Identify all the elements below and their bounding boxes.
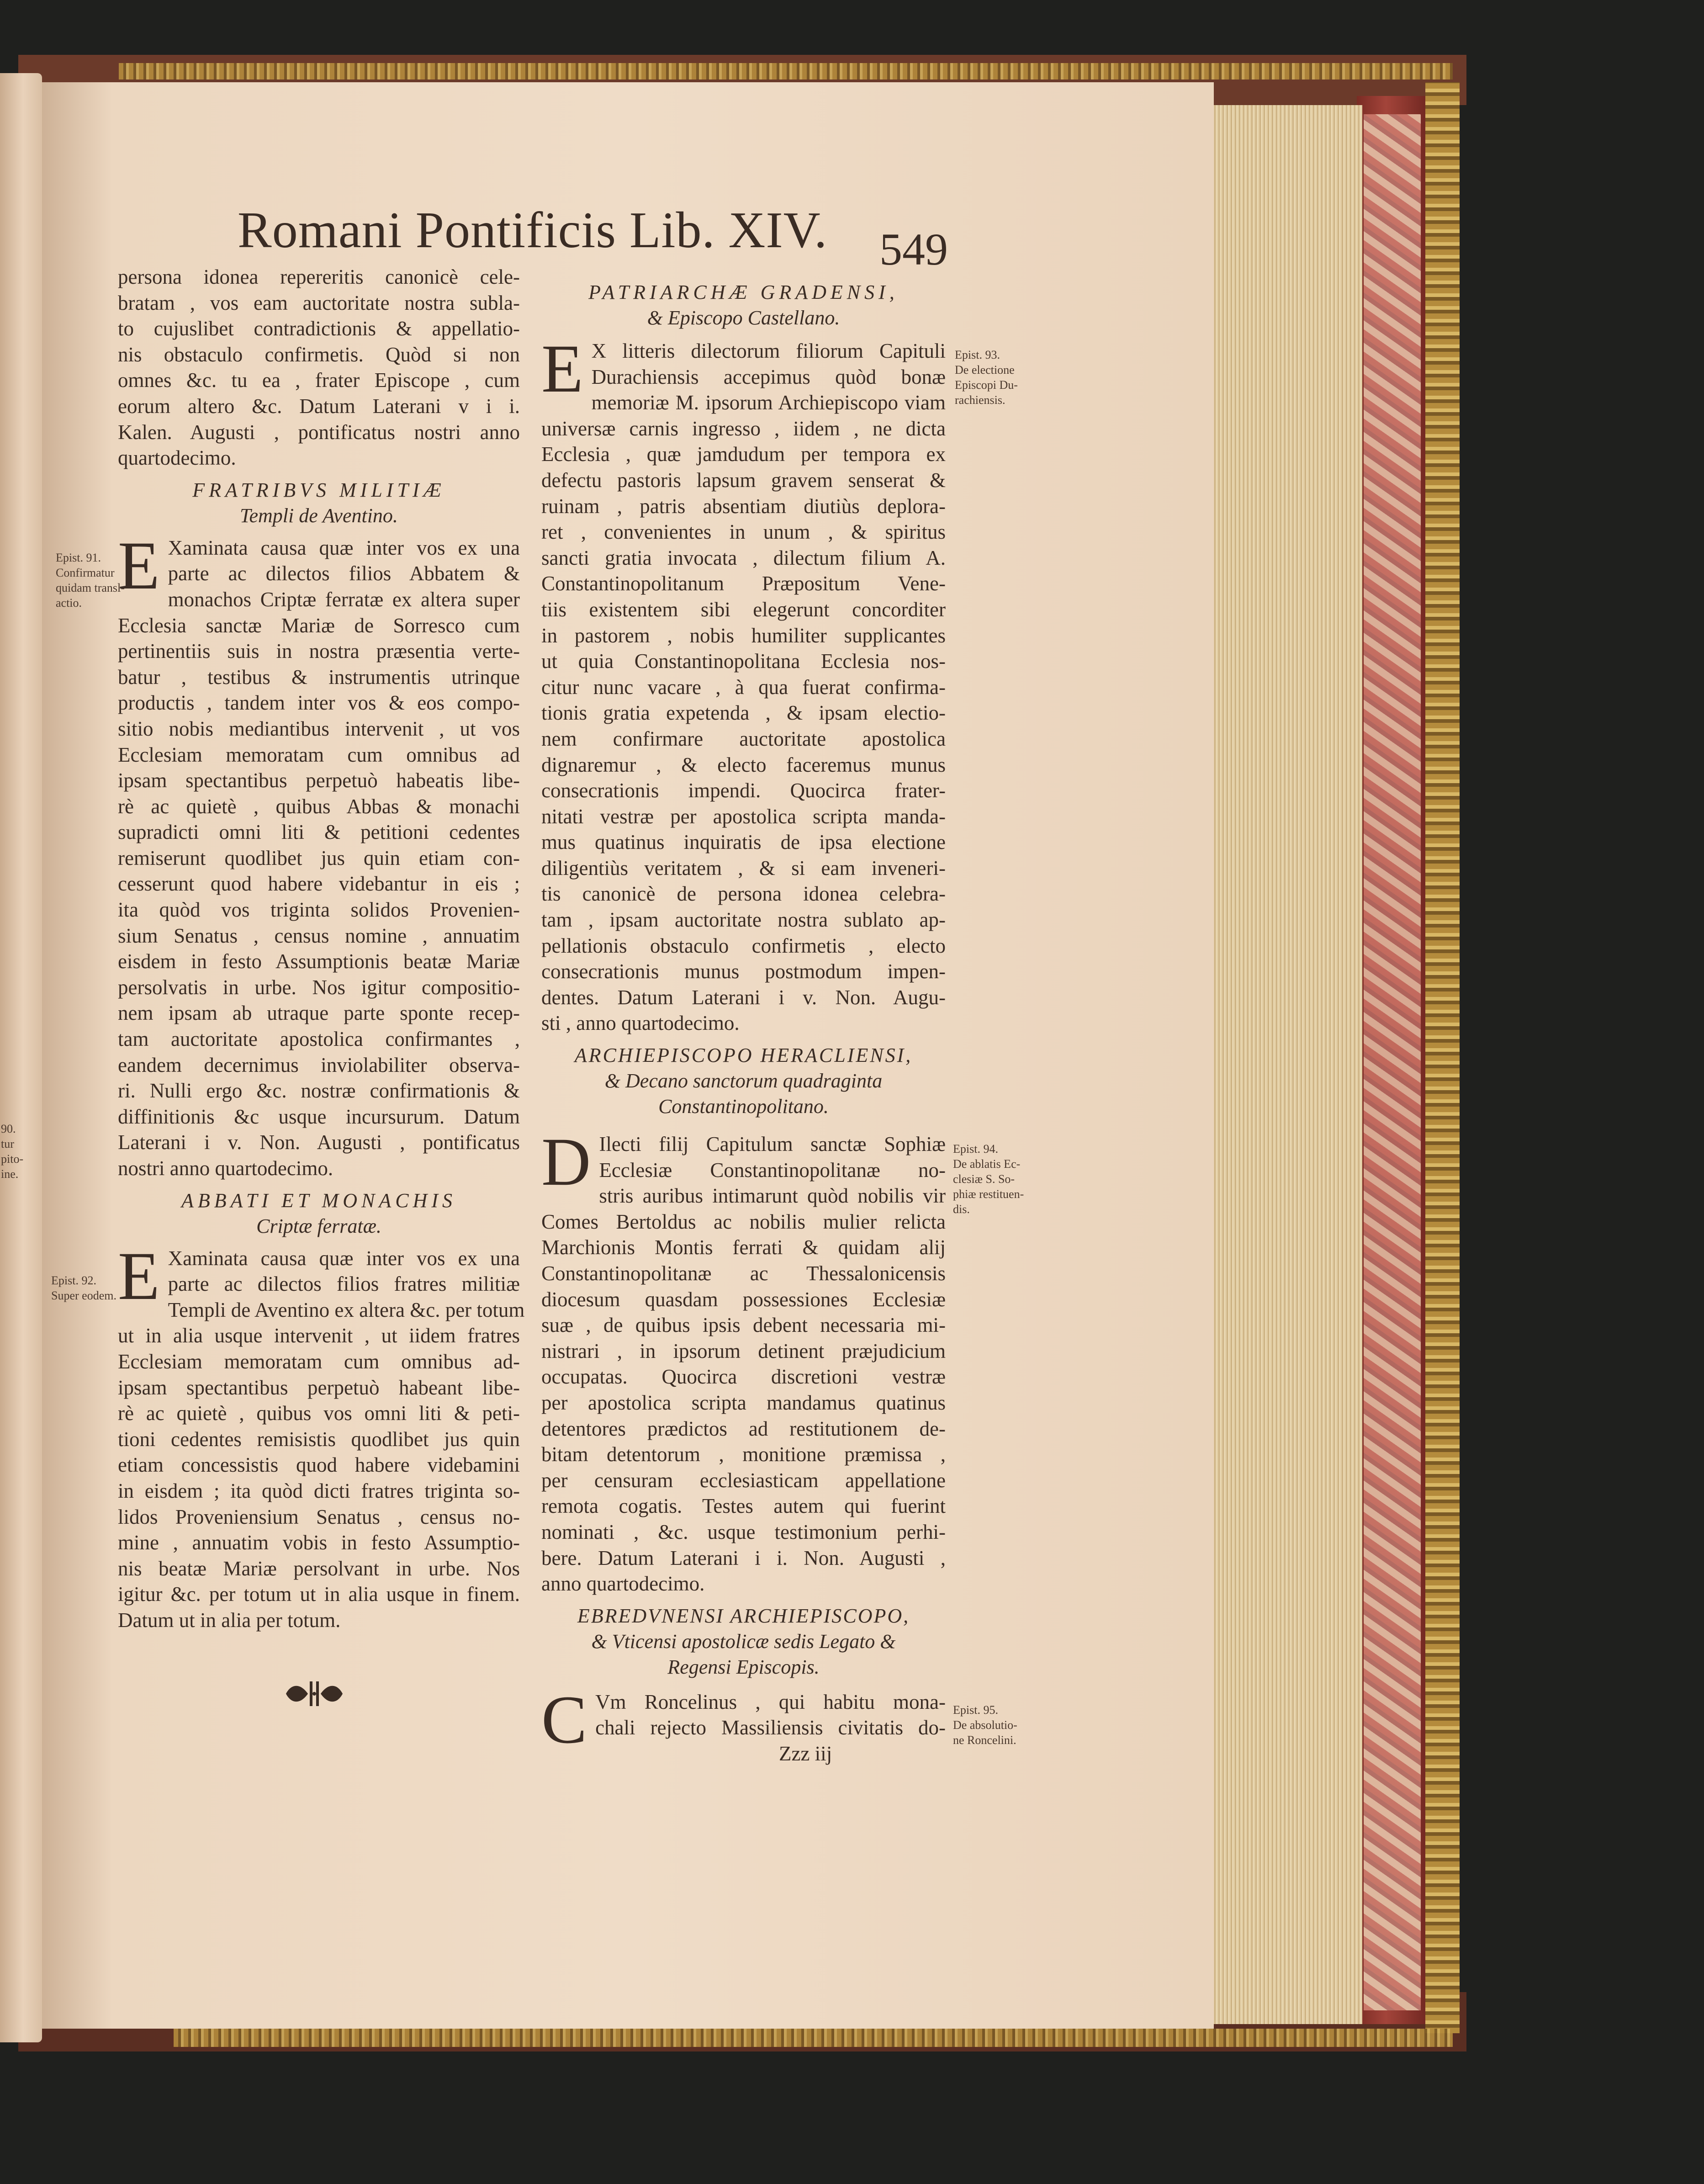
text-line: nis obstaculo confirmetis. Quòd si non [118, 343, 520, 366]
signature-mark: Zzz iij [779, 1742, 832, 1765]
letter-heading: ABBATI ET MONACHIS [181, 1189, 456, 1212]
marginal-line: ne Roncelini. [953, 1733, 1016, 1747]
marginal-line: Epist. 91. [56, 551, 101, 564]
text-line: sium Senatus , census nomine , annuatim [118, 924, 520, 947]
marginal-line: rachiensis. [955, 393, 1005, 407]
marginal-line: pito- [1, 1152, 24, 1166]
letter-subheading: Templi de Aventino. [240, 504, 398, 527]
marginal-note-95 [953, 1702, 1017, 1748]
letter-subheading: & Episcopo Castellano. [647, 307, 840, 329]
text-line: remiserunt quodlibet jus quin etiam con- [118, 846, 520, 869]
letter-subheading: Regensi Episcopis. [667, 1655, 820, 1678]
text-line: Marchionis Montis ferrati & quidam alij [541, 1236, 946, 1259]
marginal-line: quidam transl- [56, 581, 125, 594]
marginal-line: 90. [1, 1122, 16, 1135]
text-line: rè ac quietè , quibus vos omni liti & peti- [118, 1402, 520, 1425]
drop-cap: E [118, 1238, 160, 1314]
text-line: Xaminata causa quæ inter vos ex una [168, 1246, 520, 1270]
marginal-line: clesiæ S. So- [953, 1172, 1015, 1186]
text-line: sancti gratia invocata , dilectum filium A. [541, 546, 946, 569]
text-line: mus quatinus inquiratis de ipsa electione [541, 831, 946, 854]
text-line: tioni cedentes remisistis quodlibet jus quin [118, 1427, 520, 1451]
text-line: Ecclesia sanctæ Mariæ de Sorresco cum [118, 614, 520, 637]
marginal-line: De electione [955, 363, 1015, 376]
text-line: Xaminata causa quæ inter vos ex una [168, 536, 520, 559]
text-line: parte ac dilectos filios Abbatem & [168, 562, 520, 585]
text-line: Durachiensis accepimus quòd bonæ [591, 365, 946, 388]
text-line: ri. Nulli ergo &c. nostræ confirmationis & [118, 1079, 520, 1103]
running-head: Romani Pontificis Lib. XIV. [238, 202, 828, 259]
text-line: nitati vestræ per apostolica scripta manda- [541, 805, 946, 828]
text-line: Ecclesiæ Constantinopolitanæ no- [599, 1158, 946, 1182]
text-line: pertinentiis suis in nostra præsentia verte- [118, 640, 520, 663]
marginal-line: actio. [56, 596, 82, 610]
text-line: to cujuslibet contradictionis & appellatio- [118, 317, 520, 340]
text-line: Comes Bertoldus ac nobilis mulier relicta [541, 1210, 946, 1233]
text-line: parte ac dilectos filios fratres militiæ [168, 1272, 520, 1296]
marginal-line: Epist. 92. [51, 1274, 96, 1287]
letter-heading: PATRIARCHÆ GRADENSI, [588, 281, 899, 303]
page-number: 549 [879, 224, 948, 275]
text-line: dentes. Datum Laterani i v. Non. Augu- [541, 986, 946, 1009]
text-line: Ecclesiam memoratam cum omnibus ad [118, 743, 520, 766]
letter-archiepiscopo-heracliensi [541, 1043, 946, 1597]
marginal-line: phiæ restituen- [953, 1187, 1024, 1201]
text-line: tam , ipsam auctoritate nostra sublato ap- [541, 908, 946, 932]
text-line: tiis existentem sibi elegerunt concorditer [541, 598, 946, 621]
marginal-line: ine. [1, 1167, 19, 1181]
marginal-line: Epist. 94. [953, 1142, 998, 1156]
text-line: eisdem in festo Assumptionis beatæ Mariæ [118, 950, 520, 973]
text-line: tis canonicè de persona idonea celebra- [541, 882, 946, 906]
text-line: lidos Proveniensium Senatus , census no- [118, 1505, 520, 1528]
text-line: batur , testibus & instrumentis utrinque [118, 665, 520, 689]
text-line: Templi de Aventino ex altera &c. per totum [168, 1298, 525, 1321]
text-line: omnes &c. tu ea , frater Episcope , cum [118, 369, 520, 392]
text-line: Vm Roncelinus , qui habitu mona- [595, 1690, 946, 1713]
marginal-line: De ablatis Ec- [953, 1157, 1021, 1171]
text-line: nem ipsam ab utraque parte sponte recep- [118, 1002, 520, 1025]
left-column [118, 264, 525, 1633]
text-line: per censuram ecclesiasticam appellatione [541, 1468, 946, 1492]
text-line: bitam detentorum , monitione præmissa , [541, 1443, 946, 1466]
continuation-text [118, 264, 520, 471]
text-line: persolvatis in urbe. Nos igitur compositio- [118, 975, 520, 999]
letter-patriarchae-gradensi [541, 280, 946, 1036]
marginal-note-93 [955, 347, 1018, 408]
text-line: dignaremur , & electo faceremus munus [541, 753, 946, 776]
text-line: Ecclesia , quæ jamdudum per tempora ex [541, 443, 946, 466]
text-line: memoriæ M. ipsorum Archiepiscopo viam [591, 391, 946, 414]
text-line: productis , tandem inter vos & eos compo- [118, 691, 520, 715]
text-line: X litteris dilectorum filiorum Capituli [591, 339, 946, 362]
marginal-line: tur [1, 1137, 14, 1150]
marginal-note-94 [953, 1141, 1024, 1217]
text-line: nistrari , in ipsorum detinent præjudicium [541, 1339, 946, 1362]
text-line: ruinam , patris absentiam diutiùs deplora- [541, 494, 946, 518]
text-line: tionis gratia expetenda , & ipsam electio- [541, 701, 946, 725]
text-line: bratam , vos eam auctoritate nostra subla- [118, 291, 520, 314]
letter-heading: FRATRIBVS MILITIÆ [192, 478, 445, 501]
text-line: Ilecti filij Capitulum sanctæ Sophiæ [599, 1133, 946, 1156]
text-line: sitio nobis mediantibus intervenit , ut vos [118, 717, 520, 740]
text-line: pellationis obstaculo confirmetis , electo [541, 934, 946, 957]
letter-subheading: & Vticensi apostolicæ sedis Legato & [591, 1630, 896, 1653]
text-line: etiam concessistis quod habere videbamini [118, 1453, 520, 1477]
drop-cap: D [541, 1124, 591, 1200]
marginal-line: Epist. 93. [955, 348, 1000, 361]
text-line: eorum altero &c. Datum Laterani v i i. [118, 394, 520, 418]
marginal-line: Episcopi Du- [955, 378, 1018, 392]
letter-subheading: Criptæ ferratæ. [256, 1214, 381, 1237]
text-line: igitur &c. per totum ut in alia usque in finem. [118, 1583, 520, 1606]
text-line: ipsam spectantibus perpetuò habeant libe- [118, 1376, 520, 1399]
letter-subheading: & Decano sanctorum quadraginta [604, 1070, 883, 1092]
text-line: Constantinopolitanæ ac Thessalonicensis [541, 1262, 946, 1285]
marginal-line: dis. [953, 1203, 970, 1216]
text-line: stris auribus intimarunt quòd nobilis vir [599, 1184, 946, 1208]
letter-heading: EBREDVNENSI ARCHIEPISCOPO, [577, 1604, 910, 1627]
text-line: Kalen. Augusti , pontificatus nostri anno [118, 420, 520, 444]
text-line: nostri anno quartodecimo. [118, 1157, 333, 1180]
text-line: per apostolica scripta mandamus quatinus [541, 1391, 946, 1414]
text-line: diligentiùs veritatem , & si eam inveneri- [541, 856, 946, 880]
text-line: supradicti omni liti & petitioni cedentes [118, 821, 520, 844]
letter-fratribus-militiae [118, 477, 520, 1182]
text-line: citur nunc vacare , à qua fuerat confirma- [541, 675, 946, 699]
prev-page-marginal [1, 1121, 23, 1182]
text-line: persona idonea repereritis canonicè cele- [118, 265, 520, 288]
text-line: ita quòd vos triginta solidos Provenien- [118, 898, 520, 922]
text-line: diffinitionis &c usque incursurum. Datum [118, 1105, 520, 1128]
text-line: quartodecimo. [118, 446, 236, 470]
text-line: Ecclesiam memoratam cum omnibus ad- [118, 1350, 520, 1373]
text-line: Laterani i v. Non. Augusti , pontificatus [118, 1131, 520, 1154]
drop-cap: E [118, 527, 160, 604]
text-line: ipsam spectantibus perpetuò habeatis libe- [118, 769, 520, 792]
text-line: in pastorem , nobis humiliter supplicantes [541, 624, 946, 647]
marginal-line: Epist. 95. [953, 1703, 998, 1717]
text-line: suæ , de quibus ipsis debent necessaria mi- [541, 1314, 946, 1337]
text-line: chali rejecto Massiliensis civitatis do- [595, 1716, 946, 1739]
text-line: ut in alia usque intervenit , ut iidem fratres [118, 1324, 520, 1347]
text-line: universæ carnis ingresso , iidem , ne dicta [541, 417, 946, 440]
text-line: defectu pastoris lapsum gravem senserat & [541, 468, 946, 492]
marginal-line: Super eodem. [51, 1289, 116, 1302]
letter-abbati-et-monachis [118, 1188, 525, 1633]
text-line: Constantinopolitanum Præpositum Vene- [541, 572, 946, 595]
printers-ornament-icon [282, 1679, 346, 1709]
text-line: detentores prædictos ad restitutionem de- [541, 1417, 946, 1440]
letter-subheading: Constantinopolitano. [658, 1095, 829, 1118]
text-line: eandem decernimus inviolabiliter observa- [118, 1053, 520, 1076]
text-line: anno quartodecimo. [541, 1572, 705, 1596]
text-line: cesserunt quod habere videbantur in eis ; [118, 872, 520, 896]
text-line: nominati , &c. usque testimonium perhi- [541, 1520, 946, 1543]
text-line: bere. Datum Laterani i i. Non. Augusti , [541, 1546, 946, 1569]
marginal-note-92 [51, 1273, 116, 1303]
text-line: occupatas. Quocirca discretioni vestræ [541, 1365, 946, 1389]
text-line: remota cogatis. Testes autem qui fuerint [541, 1495, 946, 1518]
text-line: ut quia Constantinopolitana Ecclesia nos- [541, 650, 946, 673]
text-line: consecrationis impendi. Quocirca frater- [541, 779, 946, 802]
text-line: ret , convenientes in unum , & spiritus [541, 520, 946, 544]
text-line: in eisdem ; ita quòd dicti fratres triginta so- [118, 1479, 520, 1502]
text-line: mine , annuatim vobis in festo Assumptio- [118, 1531, 520, 1554]
text-line: tam auctoritate apostolica confirmantes , [118, 1028, 520, 1051]
text-line: Datum ut in alia per totum. [118, 1608, 341, 1632]
drop-cap: C [541, 1681, 587, 1758]
marginal-note-91 [56, 550, 125, 610]
text-line: diocesum quasdam possessiones Ecclesiæ [541, 1288, 946, 1311]
text-line: rè ac quietè , quibus Abbas & monachi [118, 795, 520, 818]
marginal-line: De absolutio- [953, 1718, 1017, 1732]
letter-ebredunensi-archiepiscopo [541, 1603, 946, 1767]
letter-heading: ARCHIEPISCOPO HERACLIENSI, [574, 1044, 913, 1067]
text-line: nis beatæ Mariæ persolvant in urbe. Nos [118, 1557, 520, 1580]
text-line: sti , anno quartodecimo. [541, 1012, 740, 1035]
marginal-line: Confirmatur [56, 566, 115, 579]
right-column [541, 280, 946, 1767]
text-line: nem confirmare auctoritate apostolica [541, 727, 946, 750]
text-line: monachos Criptæ ferratæ ex altera super [168, 588, 520, 611]
drop-cap: E [541, 331, 583, 407]
text-line: consecrationis munus postmodum impen- [541, 960, 946, 983]
